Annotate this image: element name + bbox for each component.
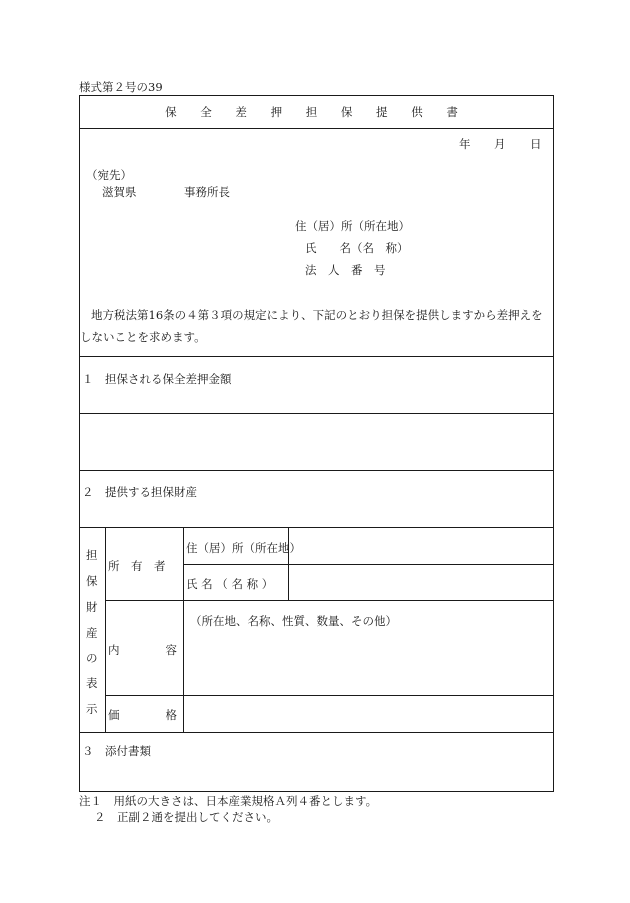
attachments-field[interactable] — [80, 760, 552, 790]
property-display-char: 示 — [86, 702, 98, 716]
form-number: 様式第２号の39 — [79, 80, 163, 94]
section2-heading: ２ 提供する担保財産 — [82, 485, 197, 499]
applicant-address-label: 住（居）所（所在地） — [295, 219, 410, 233]
secured-amount-field[interactable] — [80, 414, 552, 470]
table-grid-line — [105, 600, 553, 601]
title-divider — [79, 128, 553, 129]
note-2: ２ 正副２通を提出してください。 — [94, 810, 278, 824]
owner-name-label: 氏 名 （ 名 称 ） — [186, 577, 274, 591]
contents-note: （所在地、名称、性質、数量、その他） — [190, 614, 397, 628]
price-label: 価 格 — [108, 708, 177, 722]
divider — [79, 732, 553, 733]
divider — [79, 470, 553, 471]
note-1: 注１ 用紙の大きさは、日本産業規格Ａ列４番とします。 — [79, 794, 378, 808]
table-grid-line — [105, 527, 106, 732]
request-text-line2: しないことを求めます。 — [80, 330, 206, 344]
addressee-prefecture: 滋賀県 — [102, 185, 137, 199]
property-display-char: 財 — [86, 600, 98, 614]
property-display-char: の — [86, 651, 98, 665]
applicant-corp-number-label: 法 人 番 号 — [305, 263, 386, 277]
applicant-name-label: 氏 名（名 称） — [305, 241, 409, 255]
date-year-label: 年 — [459, 137, 471, 151]
divider — [79, 356, 553, 357]
property-display-char: 産 — [86, 626, 98, 640]
section1-heading: １ 担保される保全差押金額 — [82, 372, 232, 386]
form-title: 保 全 差 押 担 保 提 供 書 — [165, 105, 468, 119]
section3-heading: ３ 添付書類 — [82, 744, 151, 758]
owner-label: 所 有 者 — [108, 559, 166, 573]
property-display-char: 表 — [86, 676, 98, 690]
contents-label: 内 容 — [108, 643, 177, 657]
date-month-label: 月 — [494, 137, 506, 151]
property-display-char: 担 — [86, 548, 98, 562]
price-field[interactable] — [184, 696, 552, 732]
request-text-line1: 地方税法第16条の４第３項の規定により、下記のとおり担保を提供しますから差押えを — [91, 308, 543, 322]
addressee-label: （宛先） — [86, 168, 132, 182]
addressee-office: 事務所長 — [184, 185, 230, 199]
owner-address-label: 住（居）所（所在地） — [186, 541, 301, 555]
owner-address-field[interactable] — [289, 528, 552, 564]
contents-field[interactable] — [184, 632, 552, 694]
owner-name-field[interactable] — [289, 565, 552, 600]
date-day-label: 日 — [530, 137, 542, 151]
property-display-char: 保 — [86, 574, 98, 588]
